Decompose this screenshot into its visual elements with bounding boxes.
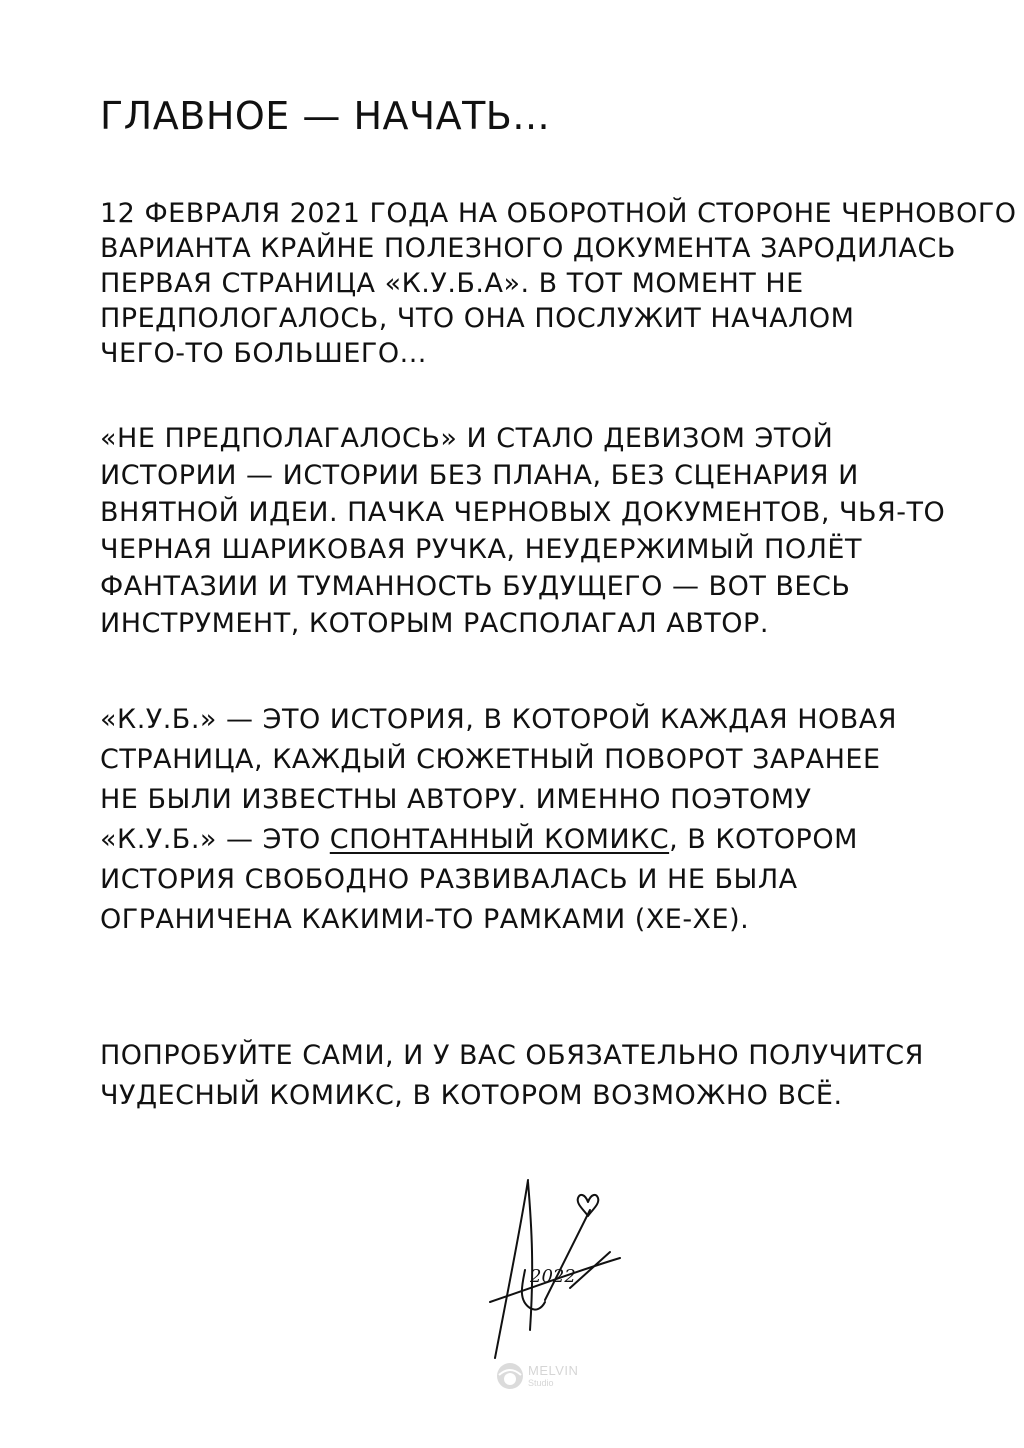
- author-signature: [470, 1160, 640, 1360]
- text-fragment: «К.У.Б.» — ЭТО: [100, 824, 330, 855]
- text-line: ЧУДЕСНЫЙ КОМИКС, В КОТОРОМ ВОЗМОЖНО ВСЁ.: [100, 1080, 843, 1111]
- watermark-subtitle: Studio: [528, 1378, 554, 1388]
- signature-stroke: [495, 1180, 528, 1358]
- text-fragment: , В КОТОРОМ: [669, 824, 858, 855]
- text-line: ОГРАНИЧЕНА КАКИМИ-ТО РАМКАМИ (ХЕ-ХЕ).: [100, 904, 750, 935]
- text-line: ФАНТАЗИИ И ТУМАННОСТЬ БУДУЩЕГО — ВОТ ВЕСЬ: [100, 571, 851, 602]
- signature-stroke: [570, 1252, 610, 1288]
- text-line: ИНСТРУМЕНТ, КОТОРЫМ РАСПОЛАГАЛ АВТОР.: [100, 608, 769, 639]
- text-line: ПЕРВАЯ СТРАНИЦА «К.У.Б.А». В ТОТ МОМЕНТ НЕ: [100, 268, 804, 299]
- text-line: НЕ БЫЛИ ИЗВЕСТНЫ АВТОРУ. ИМЕННО ПОЭТОМУ: [100, 784, 812, 815]
- text-line: «К.У.Б.» — ЭТО ИСТОРИЯ, В КОТОРОЙ КАЖДАЯ НОВАЯ: [100, 704, 897, 735]
- page-title: ГЛАВНОЕ — НАЧАТЬ...: [100, 94, 551, 138]
- text-line: ВНЯТНОЙ ИДЕИ. ПАЧКА ЧЕРНОВЫХ ДОКУМЕНТОВ, ЧЬЯ-ТО: [100, 497, 946, 528]
- text-line: ЧЕГО-ТО БОЛЬШЕГО...: [100, 338, 427, 369]
- paragraph-motto: [100, 420, 960, 642]
- signature-year: 2022: [530, 1266, 576, 1287]
- underlined-phrase: СПОНТАННЫЙ КОМИКС: [329, 824, 670, 855]
- text-line: ЧЕРНАЯ ШАРИКОВАЯ РУЧКА, НЕУДЕРЖИМЫЙ ПОЛЁТ: [100, 534, 862, 565]
- paragraph-closing: [100, 1036, 960, 1116]
- text-line: ПРЕДПОЛОГАЛОСЬ, ЧТО ОНА ПОСЛУЖИТ НАЧАЛОМ: [100, 303, 855, 334]
- text-line: «НЕ ПРЕДПОЛАГАЛОСЬ» И СТАЛО ДЕВИЗОМ ЭТОЙ: [100, 423, 834, 454]
- text-line: ВАРИАНТА КРАЙНЕ ПОЛЕЗНОГО ДОКУМЕНТА ЗАРОДИЛАСЬ: [100, 233, 956, 264]
- watermark-name: MELVIN: [528, 1363, 579, 1378]
- text-line: СТРАНИЦА, КАЖДЫЙ СЮЖЕТНЫЙ ПОВОРОТ ЗАРАНЕЕ: [100, 744, 881, 775]
- text-line: 12 ФЕВРАЛЯ 2021 ГОДА НА ОБОРОТНОЙ СТОРОНЕ ЧЕРНОВОГО: [100, 198, 1017, 229]
- text-line: ИСТОРИЯ СВОБОДНО РАЗВИВАЛАСЬ И НЕ БЫЛА: [100, 864, 798, 895]
- paragraph-spontaneous: [100, 700, 960, 940]
- text-line: ИСТОРИИ — ИСТОРИИ БЕЗ ПЛАНА, БЕЗ СЦЕНАРИЯ И: [100, 460, 859, 491]
- studio-watermark: [495, 1356, 578, 1396]
- text-line: ПОПРОБУЙТЕ САМИ, И У ВАС ОБЯЗАТЕЛЬНО ПОЛУЧИТСЯ: [100, 1040, 924, 1071]
- text-line-with-emphasis: [100, 820, 960, 860]
- melvin-logo-icon: [495, 1361, 525, 1391]
- paragraph-origin: [100, 196, 1017, 371]
